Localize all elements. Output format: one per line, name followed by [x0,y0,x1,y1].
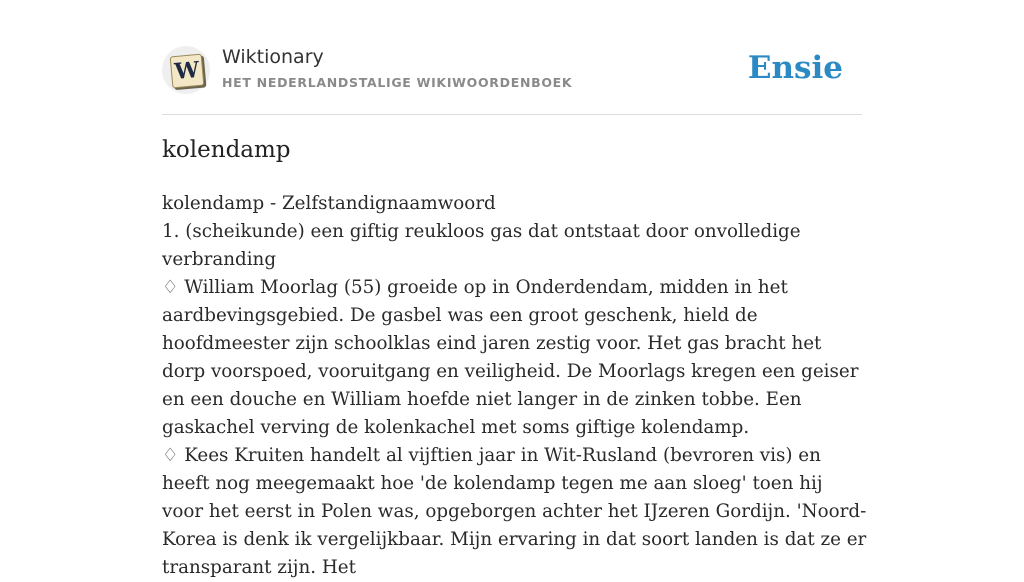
site-title[interactable]: Wiktionary [222,46,324,68]
wiktionary-logo[interactable] [162,46,210,94]
entry-content [162,190,867,582]
ensie-brand-link[interactable]: Ensie [747,50,843,86]
example-text: Kees Kruiten handelt al vijftien jaar in Wit-Rusland (bevroren vis) en heeft nog meegemaakt hoe 'de kolendamp tegen me aan sloeg' toen hij voor het eerst in Polen was, opgeborgen achter het IJzeren Gordijn. 'Noord-Korea is denk ik vergelijkbaar. Mijn ervaring in dat soort landen is dat ze er transparant zijn. Het [162,445,867,578]
logo-letter-tile: W [170,54,205,89]
example-marker-icon: ♢ [162,445,179,466]
entry-definition: 1. (scheikunde) een giftig reukloos gas dat ontstaat door onvolledige verbranding [162,221,801,270]
example-item [162,442,867,582]
example-marker-icon: ♢ [162,277,179,298]
example-item [162,274,867,442]
example-text: William Moorlag (55) groeide op in Onderdendam, midden in het aardbevingsgebied. De gasbel was een groot geschenk, hield de hoofdmeester zijn schoolklas eind jaren zestig voor. Het gas bracht het dorp voorspoed, vooruitgang en veiligheid. De Moorlags kregen een geiser en een douche en William hoefde niet langer in de zinken tobbe. Een gaskachel verving de kolenkachel met soms giftige kolendamp. [162,277,859,438]
page-title: kolendamp [162,137,291,163]
site-subtitle: HET NEDERLANDSTALIGE WIKIWOORDENBOEK [222,75,573,90]
site-header [162,44,862,115]
entry-heading: kolendamp - Zelfstandignaamwoord [162,193,496,214]
